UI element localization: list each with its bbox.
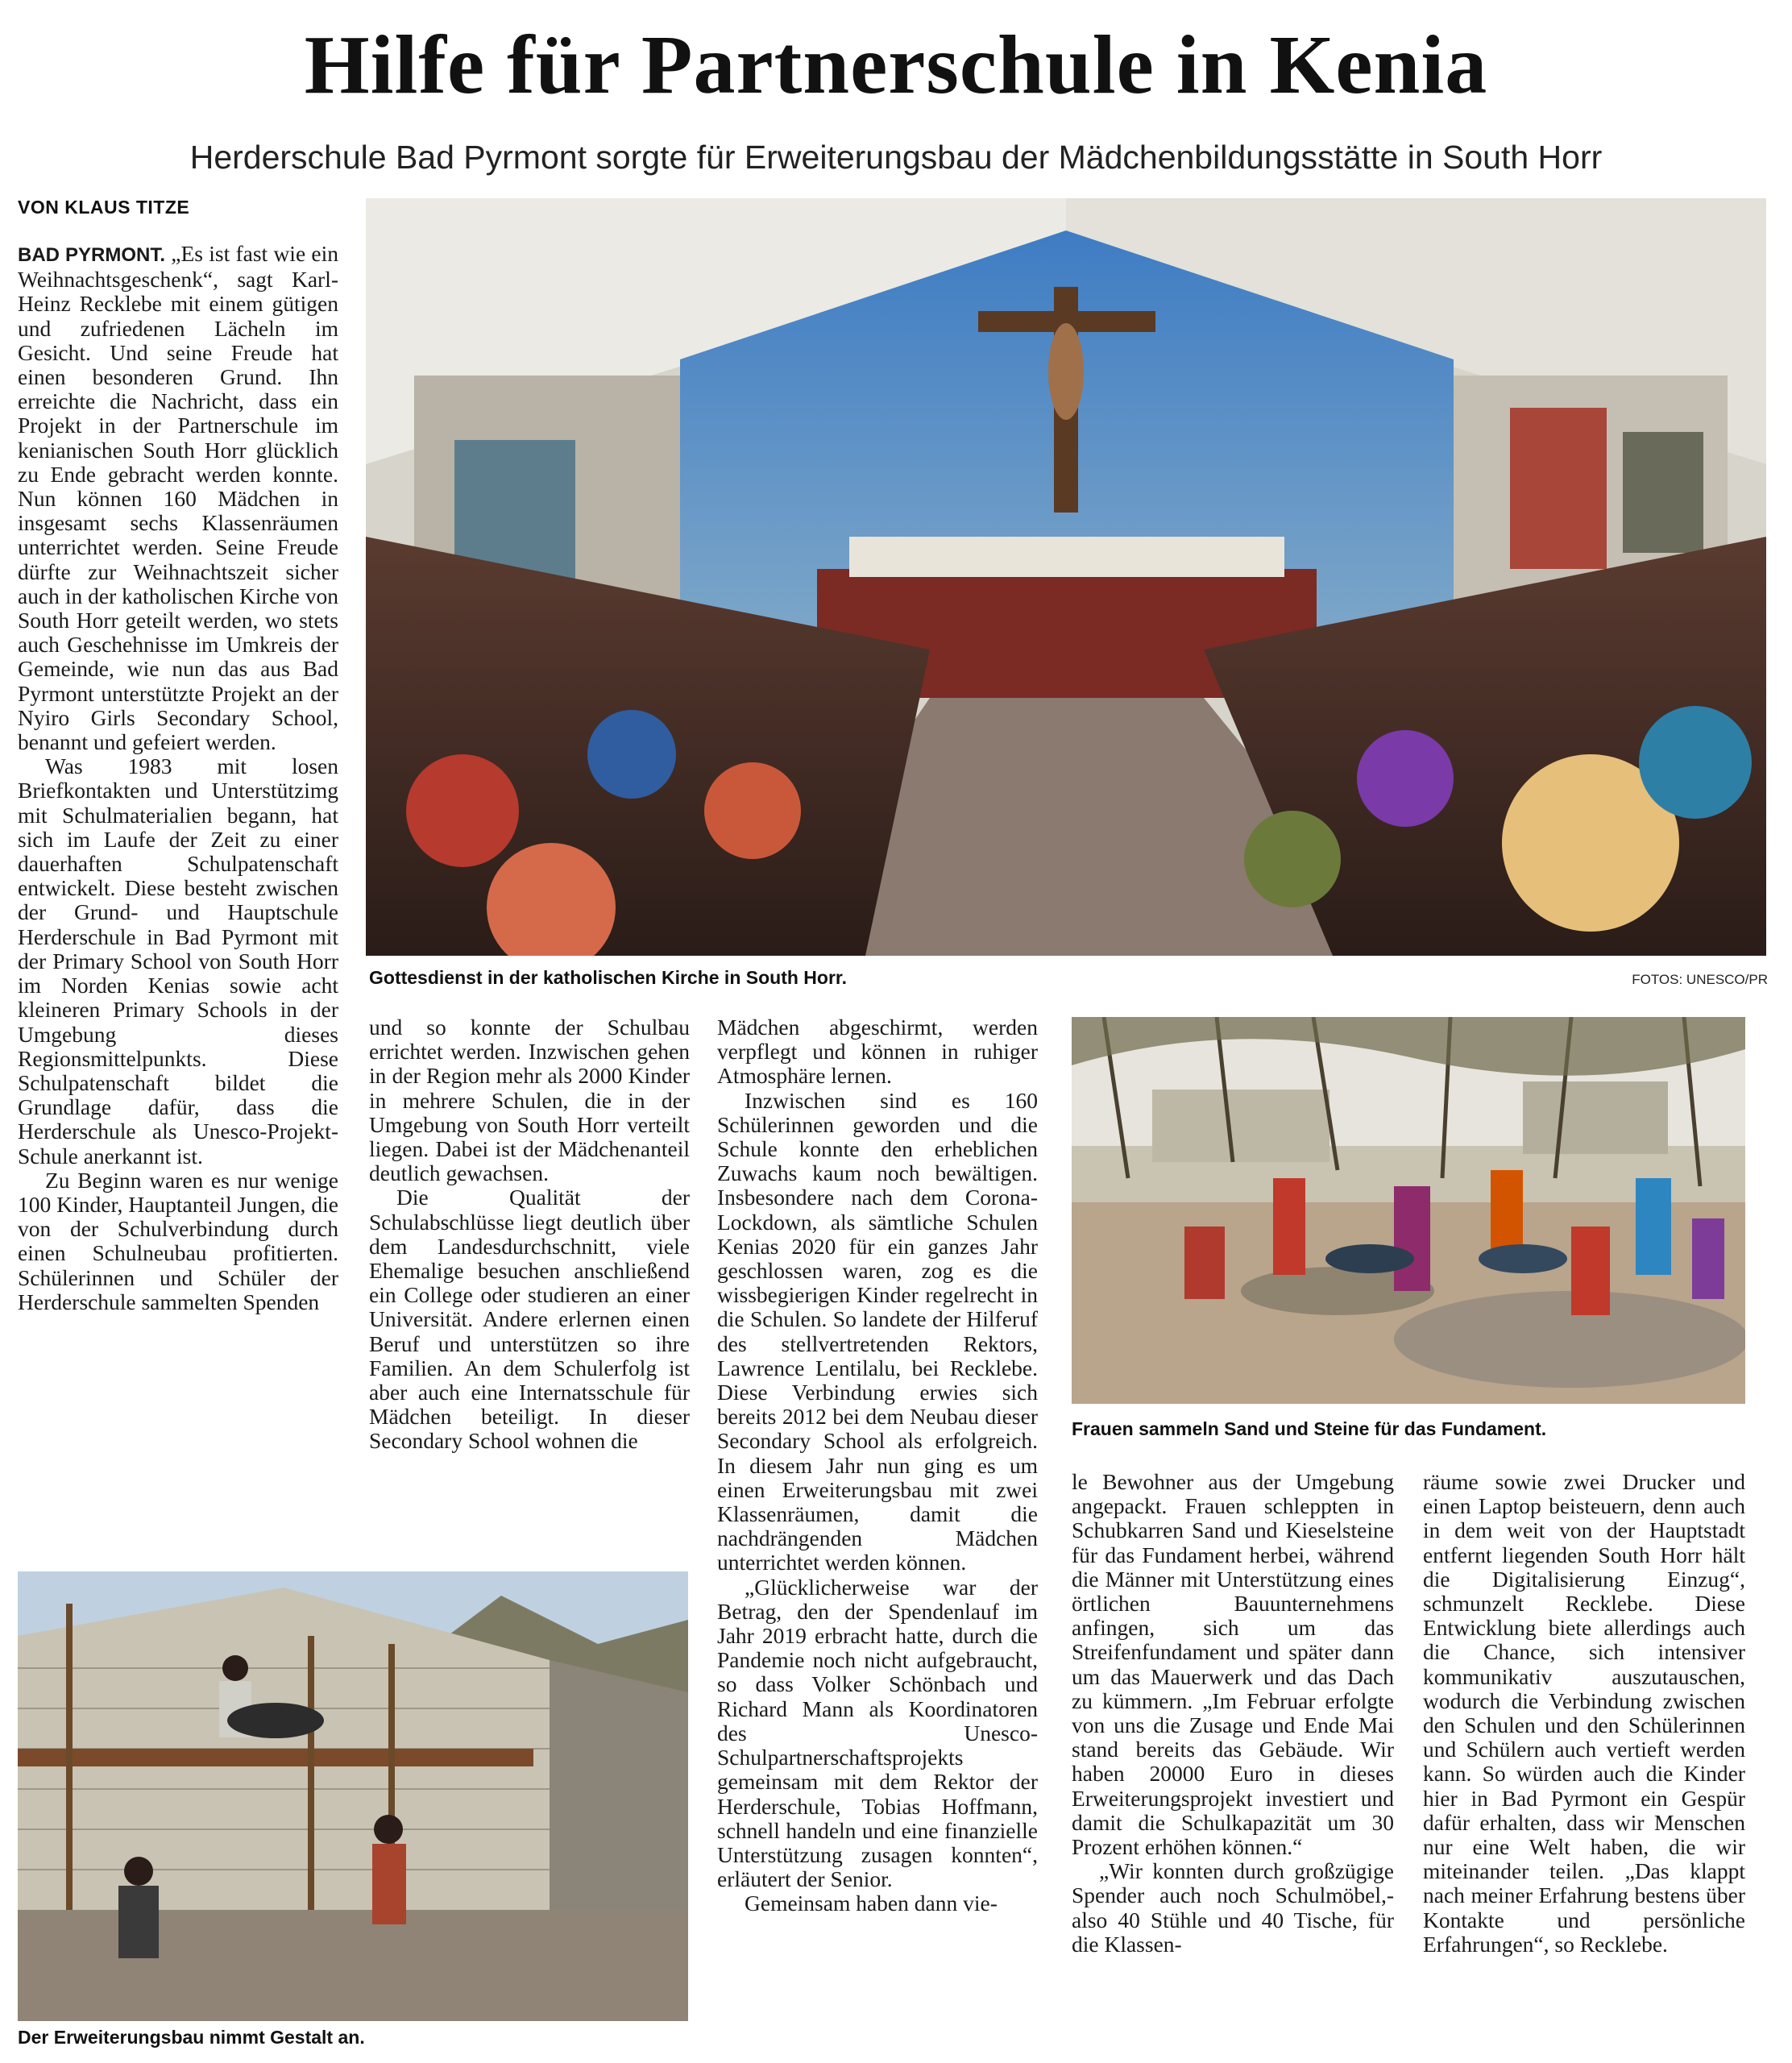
paragraph: Was 1983 mit losen Briefkontakten und Unterstützimg mit Schulmaterialien begann, hat sich im Laufe der Zeit zu einer dauerhaften Schulpatenschaft entwickelt. Diese besteht zwischen der Grund- und Hauptschule Herderschule in Bad Pyrmont mit der Primary School von South Horr im Norden Kenias sowie acht kleineren Primary Schools in der Umgebung dieses Regionsmittelpunkts. Diese Schulpatenschaft bildet die Grundlage dafür, dass die Herderschule als Unesco-Projekt-Schule anerkannt ist. (18, 753, 338, 1168)
paragraph-text: „Es ist fast wie ein Weihnachtsgeschenk“, sagt Karl-Heinz Recklebe mit einem gütigen und zufriedenen Lächeln im Gesicht. Und seine Freude hat einen besonderen Grund. Ihn erreichte die Nachricht, dass ein Projekt in der Partnerschule im kenianischen South Horr glücklich zu Ende gebracht werden konnte. Nun können 160 Mädchen in insgesamt sechs Klassenräumen unterrichtet werden. Seine Freude dürfte zur Weihnachtszeit sicher auch in der katholischen Kirche von South Horr geteilt werden, wo stets auch Geschehnisse im Umkreis der Gemeinde, wie nun das aus Bad Pyrmont unterstützte Projekt an der Nyiro Girls Secondary School, benannt und gefeiert werden. (18, 241, 338, 755)
paragraph: le Bewohner aus der Umgebung angepackt. Frauen schleppten in Schubkarren Sand und Kieselsteine für das Fundament herbei, während die Männer mit Unterstützung eines örtlichen Bauunternehmens anfingen, sich um das Streifenfundament und später dann um das Mauerwerk und das Dach zu kümmern. „Im Februar erfolgte von uns die Zusage und Ende Mai stand bereits das Gebäude. Wir haben 20000 Euro in dieses Erweiterungsprojekt investiert und damit die Schulkapazität um 30 Prozent erhöhen können.“ (1072, 1469, 1394, 1860)
women-photo-caption: Frauen sammeln Sand und Steine für das Fundament. (1072, 1418, 1547, 1439)
byline: VON KLAUS TITZE (18, 197, 190, 218)
photo-credit: FOTOS: UNESCO/PR (1632, 972, 1768, 987)
article-column-3 (717, 1015, 1038, 1916)
article-column-1 (18, 242, 338, 1314)
building-photo-caption: Der Erweiterungsbau nimmt Gestalt an. (18, 2027, 365, 2048)
paragraph: Gemeinsam haben dann vie- (745, 1891, 998, 1916)
women-photo (1072, 1017, 1745, 1404)
paragraph: „Wir konnten durch großzügige Spender auch noch Schulmöbel,- also 40 Stühle und 40 Tische, für die Klassen- (1072, 1858, 1394, 1957)
dateline: BAD PYRMONT. (18, 244, 166, 266)
church-photo (366, 198, 1766, 956)
paragraph (18, 242, 338, 754)
paragraph: Die Qualität der Schulabschlüsse liegt deutlich über dem Landesdurchschnitt, viele Ehemalige besuchen anschließend ein College oder studieren an einer Universität. Andere erlernen einen Beruf und unterstützen so ihre Familien. An dem Schulerfolg ist aber auch eine Internatsschule für Mädchen beteiligt. In dieser Secondary School wohnen die (369, 1185, 690, 1454)
paragraph: räume sowie zwei Drucker und einen Laptop beisteuern, denn auch in dem weit von der Hauptstadt entfernt liegenden South Horr hält die Digitalisierung Einzug“, schmunzelt Recklebe. Diese Entwicklung biete allerdings auch die Chance, sich intensiver kommunikativ auszutauschen, wodurch die Verbindung zwischen den Schulen und den Schülerinnen und Schülern auch vertieft werden kann. So würden auch die Kinder hier in Bad Pyrmont ein Gespür dafür erhalten, dass wir Menschen nur eine Welt haben, die wir miteinander teilen. „Das klappt nach meiner Erfahrung bestens über Kontakte und persönliche Erfahrungen“, so Recklebe. (1423, 1469, 1745, 1957)
paragraph: Mädchen abgeschirmt, werden verpflegt und können in ruhiger Atmosphäre lernen. (717, 1015, 1038, 1089)
article-column-2 (369, 1015, 690, 1454)
paragraph: Inzwischen sind es 160 Schülerinnen geworden und die Schule konnte den erheblichen Zuwachs kaum noch bewältigen. Insbesondere nach dem Corona-Lockdown, als sämtliche Schulen Kenias 2020 für ein ganzes Jahr geschlossen waren, zog es die wissbegierigen Kinder regelrecht in die Schulen. So landete der Hilferuf des stellvertretenden Rektors, Lawrence Lentilalu, bei Recklebe. Diese Verbindung erwies sich bereits 2012 bei dem Neubau dieser Secondary School als erfolgreich. In diesem Jahr nun ging es um einen Erweiterungsbau mit zwei Klassenräumen, damit die nachdrängenden Mädchen unterrichtet werden können. (717, 1087, 1038, 1575)
article-column-5 (1423, 1470, 1745, 1957)
article-column-4 (1072, 1470, 1394, 1957)
paragraph: und so konnte der Schulbau errichtet werden. Inzwischen gehen in der Region mehr als 2000 Kinder in mehrere Schulen, die in der Umgebung von South Horr verteilt liegen. Dabei ist der Mädchenanteil deutlich gewachsen. (369, 1015, 690, 1186)
paragraph: Zu Beginn waren es nur wenige 100 Kinder, Hauptanteil Jungen, die von der Schulverbindung durch einen Schulneubau profitierten. Schülerinnen und Schüler der Herderschule sammelten Spenden (18, 1167, 338, 1314)
subheadline: Herderschule Bad Pyrmont sorgte für Erweiterungsbau der Mädchenbildungsstätte in South Horr (189, 139, 1603, 176)
headline: Hilfe für Partnerschule in Kenia (304, 19, 1488, 111)
church-photo-caption: Gottesdienst in der katholischen Kirche in South Horr. (369, 967, 847, 988)
paragraph: „Glücklicherweise war der Betrag, den der Spendenlauf im Jahr 2019 erbracht hatte, durch die Pandemie noch nicht aufgebraucht, so dass Volker Schönbach und Richard Mann als Koordinatoren des Unesco-Schulpartnerschaftsprojekts gemeinsam mit dem Rektor der Herderschule, Tobias Hoffmann, schnell handeln und eine finanzielle Unterstützung zusagen konnten“, erläutert der Senior. (717, 1574, 1038, 1892)
building-photo (18, 1571, 688, 2021)
